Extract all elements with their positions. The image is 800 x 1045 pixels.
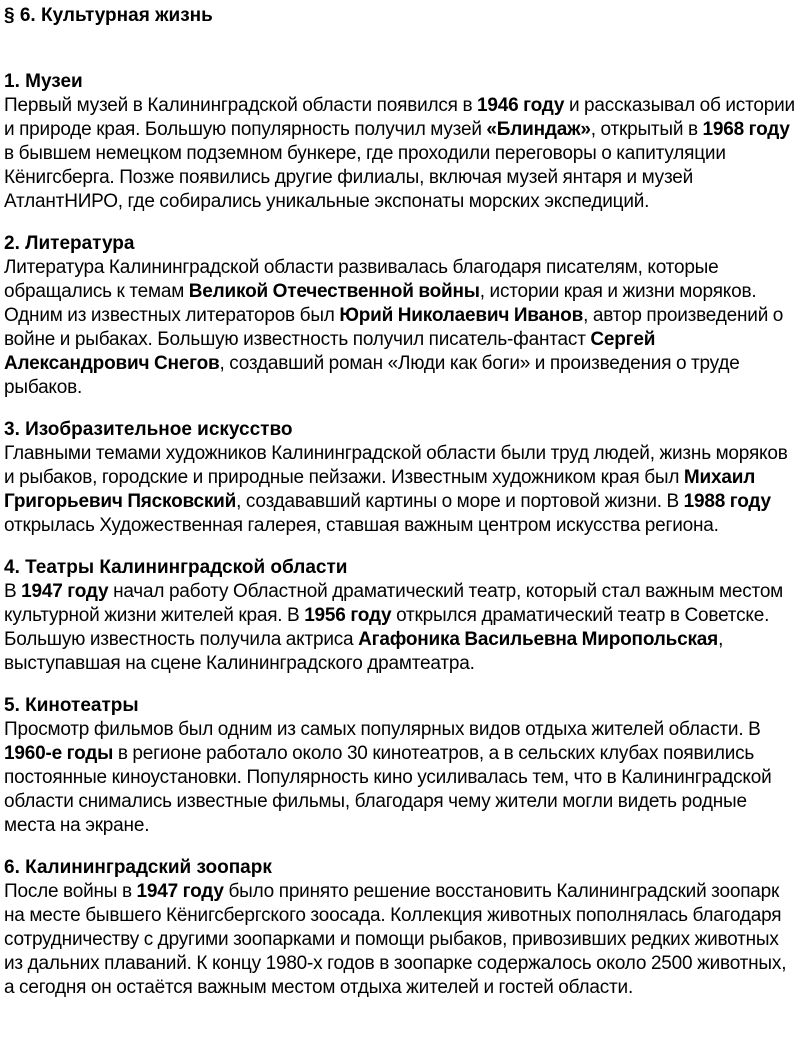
text-run: Главными темами художников Калининградской области были труд людей, жизнь моряков и рыбаков, городские и природные пейзажи. Известным художником края был	[4, 443, 788, 488]
text-run: В	[4, 581, 22, 602]
text-run: , выступавшая на сцене Калининградского драмтеатра.	[4, 629, 724, 674]
text-run: , автор произведений о войне и рыбаках. Большую известность получил писатель-фантаст	[4, 305, 784, 350]
section-heading: 1. Музеи	[4, 71, 83, 92]
emphasis-text: Юрий Николаевич Иванов	[339, 305, 584, 326]
emphasis-text: 1947 году	[136, 881, 224, 902]
section-text	[4, 880, 800, 1000]
emphasis-text: 1946 году	[477, 95, 565, 116]
emphasis-text: «Блиндаж»	[486, 119, 591, 140]
section-cinemas	[4, 694, 800, 838]
text-run: , создавший роман «Люди как боги» и произведения о труде рыбаков.	[4, 353, 740, 398]
section-text	[4, 94, 800, 214]
section-heading: 5. Кинотеатры	[4, 695, 139, 716]
emphasis-text: Сергей Александрович Снегов	[4, 329, 656, 374]
document-title: § 6. Культурная жизнь	[4, 5, 213, 26]
text-run: , истории края и жизни моряков. Одним из известных литераторов был	[4, 281, 757, 326]
text-run: Просмотр фильмов был одним из самых популярных видов отдыха жителей области. В	[4, 719, 761, 740]
text-run: , открытый в	[590, 119, 703, 140]
text-run: Литература Калининградской области развивалась благодаря писателям, которые обращались к темам	[4, 257, 719, 302]
section-heading: 3. Изобразительное искусство	[4, 419, 293, 440]
emphasis-text: 1947 году	[21, 581, 109, 602]
emphasis-text: 1988 году	[683, 491, 771, 512]
emphasis-text: Михаил Григорьевич Пясковский	[4, 467, 756, 512]
section-text	[4, 442, 800, 538]
text-run: открылся драматический театр в Советске. Большую известность получила актриса	[4, 605, 770, 650]
section-zoo	[4, 856, 800, 1000]
text-run: Первый музей в Калининградской области появился в	[4, 95, 478, 116]
text-run: в регионе работало около 30 кинотеатров, а в сельских клубах появились постоянные киноустановки. Популярность кино усиливалась тем, что в Калининградской области снимались известные фильмы, благодаря чему жители могли видеть родные места на экране.	[4, 743, 772, 836]
section-text	[4, 718, 800, 838]
text-run: открылась Художественная галерея, ставшая важным центром искусства региона.	[4, 515, 719, 536]
section-text	[4, 580, 800, 676]
emphasis-text: 1968 году	[702, 119, 790, 140]
text-run: После войны в	[4, 881, 137, 902]
text-run: было принято решение восстановить Калининградский зоопарк на месте бывшего Кёнигсбергского зоосада. Коллекция животных пополнялась благодаря сотрудничеству с другими зоопарками и помощи рыбаков, привозивших редких животных из дальних плаваний. К концу 1980-х годов в зоопарке содержалось около 2500 животных, а сегодня он остаётся важным местом отдыха жителей и гостей области.	[4, 881, 787, 998]
text-run: , создававший картины о море и портовой жизни. В	[236, 491, 684, 512]
section-literature	[4, 232, 800, 400]
emphasis-text: Агафоника Васильевна Миропольская	[358, 629, 719, 650]
section-fine-arts	[4, 418, 800, 538]
text-run: начал работу Областной драматический театр, который стал важным местом культурной жизни жителей края. В	[4, 581, 784, 626]
text-run: в бывшем немецком подземном бункере, где проходили переговоры о капитуляции Кёнигсберга. Позже появились другие филиалы, включая музей янтаря и музей АтлантНИРО, где собирались уникальные экспонаты морских экспедиций.	[4, 143, 726, 212]
section-text	[4, 256, 800, 400]
section-theatres	[4, 556, 800, 676]
section-heading: 2. Литература	[4, 233, 135, 254]
section-museums	[4, 70, 800, 214]
section-heading: 6. Калининградский зоопарк	[4, 857, 272, 878]
section-heading: 4. Театры Калининградской области	[4, 557, 348, 578]
emphasis-text: 1960-е годы	[4, 743, 114, 764]
emphasis-text: 1956 году	[304, 605, 392, 626]
emphasis-text: Великой Отечественной войны	[188, 281, 480, 302]
text-run: и рассказывал об истории и природе края. Большую популярность получил музей	[4, 95, 795, 140]
